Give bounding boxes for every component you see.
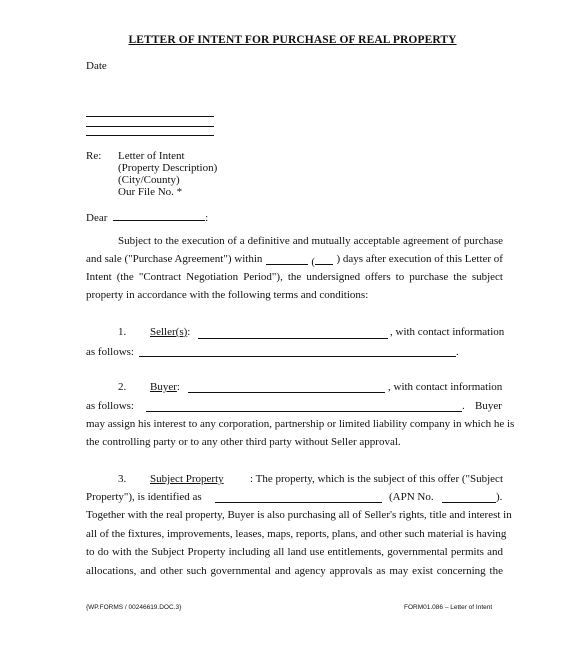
days-number-blank[interactable] [315, 254, 333, 265]
section-3-apn-close: ). [496, 491, 503, 503]
section-3-line-6: allocations, and other such governmental and agency approvals as may exist concerning the [86, 565, 503, 577]
section-2-as-follows: as follows: [86, 400, 134, 412]
open-paren: ( [311, 256, 316, 268]
footer-left: {WP.FORMS / 00246619.DOC.3} [86, 604, 182, 611]
document-title: LETTER OF INTENT FOR PURCHASE OF REAL PROPERTY [128, 34, 457, 46]
recipient-name-blank[interactable] [113, 210, 205, 221]
re-line-2: (Property Description) [118, 162, 218, 174]
address-line-3[interactable] [86, 135, 214, 136]
intro-line-3: Intent (the "Contract Negotiation Period"), the undersigned offers to purchase the subject [86, 271, 503, 283]
salutation-colon: : [205, 212, 209, 224]
section-1-colon: : [187, 326, 191, 338]
re-line-1: Letter of Intent [118, 150, 185, 162]
seller-contact-blank[interactable] [139, 356, 456, 357]
re-label: Re: [86, 150, 102, 162]
intro-line-1: Subject to the execution of a definitive and mutually acceptable agreement of purchase [118, 235, 503, 247]
property-identification-blank[interactable] [215, 502, 382, 503]
section-3-line-1-tail: : The property, which is the subject of this offer ("Subject [250, 473, 503, 485]
intro-line-2-paren [311, 254, 333, 268]
section-2-buyer: Buyer [475, 400, 502, 412]
section-1-tail: , with contact information [390, 326, 505, 338]
salutation [86, 210, 208, 224]
footer-right: FORM01.086 – Letter of Intent [404, 604, 493, 611]
section-3-line-3: Together with the real property, Buyer is also purchasing all of Seller's rights, title and interest in [86, 509, 512, 521]
section-1-period: . [456, 346, 459, 358]
section-2-number: 2. [118, 381, 127, 393]
section-2-colon: : [176, 381, 180, 393]
section-3-heading: Subject Property [150, 473, 224, 485]
buyer-contact-blank[interactable] [146, 411, 462, 412]
re-line-4: Our File No. * [118, 186, 183, 198]
address-line-1[interactable] [86, 116, 214, 117]
section-3-line-5: to do with the Subject Property including all land use entitlements, governmental permits and [86, 546, 503, 558]
apn-number-blank[interactable] [442, 502, 496, 503]
section-1-heading: Seller(s) [150, 326, 188, 338]
intro-line-2a: and sale ("Purchase Agreement") within [86, 253, 263, 265]
section-2-line-4: the controlling party or to any other third party without Seller approval. [86, 436, 401, 448]
section-3-line-1 [150, 474, 503, 485]
section-3-line-4: all of the fixtures, improvements, leases, maps, reports, plans, and other such material is having [86, 528, 507, 540]
date-label: Date [86, 60, 107, 72]
section-3-number: 3. [118, 473, 127, 485]
section-2-period: . [462, 400, 465, 412]
section-2-heading: Buyer [150, 381, 177, 393]
intro-line-2c: ) days after execution of this Letter of [336, 253, 503, 265]
section-3-apn-label: (APN No. [389, 491, 434, 503]
section-3-line-2a: Property"), is identified as [86, 491, 202, 503]
section-1-line-1 [150, 327, 190, 338]
address-line-2[interactable] [86, 126, 214, 127]
section-2-line-1 [150, 382, 180, 393]
intro-line-2 [86, 254, 503, 268]
section-1-as-follows: as follows: [86, 346, 134, 358]
intro-line-4: property in accordance with the following terms and conditions: [86, 289, 369, 301]
re-line-3: (City/County) [118, 174, 180, 186]
seller-name-blank[interactable] [198, 338, 388, 339]
buyer-name-blank[interactable] [188, 392, 385, 393]
section-2-line-3: may assign his interest to any corporation, partnership or limited liability company in which he is [86, 418, 515, 430]
dear-label: Dear [86, 212, 108, 224]
section-1-number: 1. [118, 326, 127, 338]
section-2-tail: , with contact information [388, 381, 503, 393]
days-blank[interactable] [266, 254, 308, 265]
